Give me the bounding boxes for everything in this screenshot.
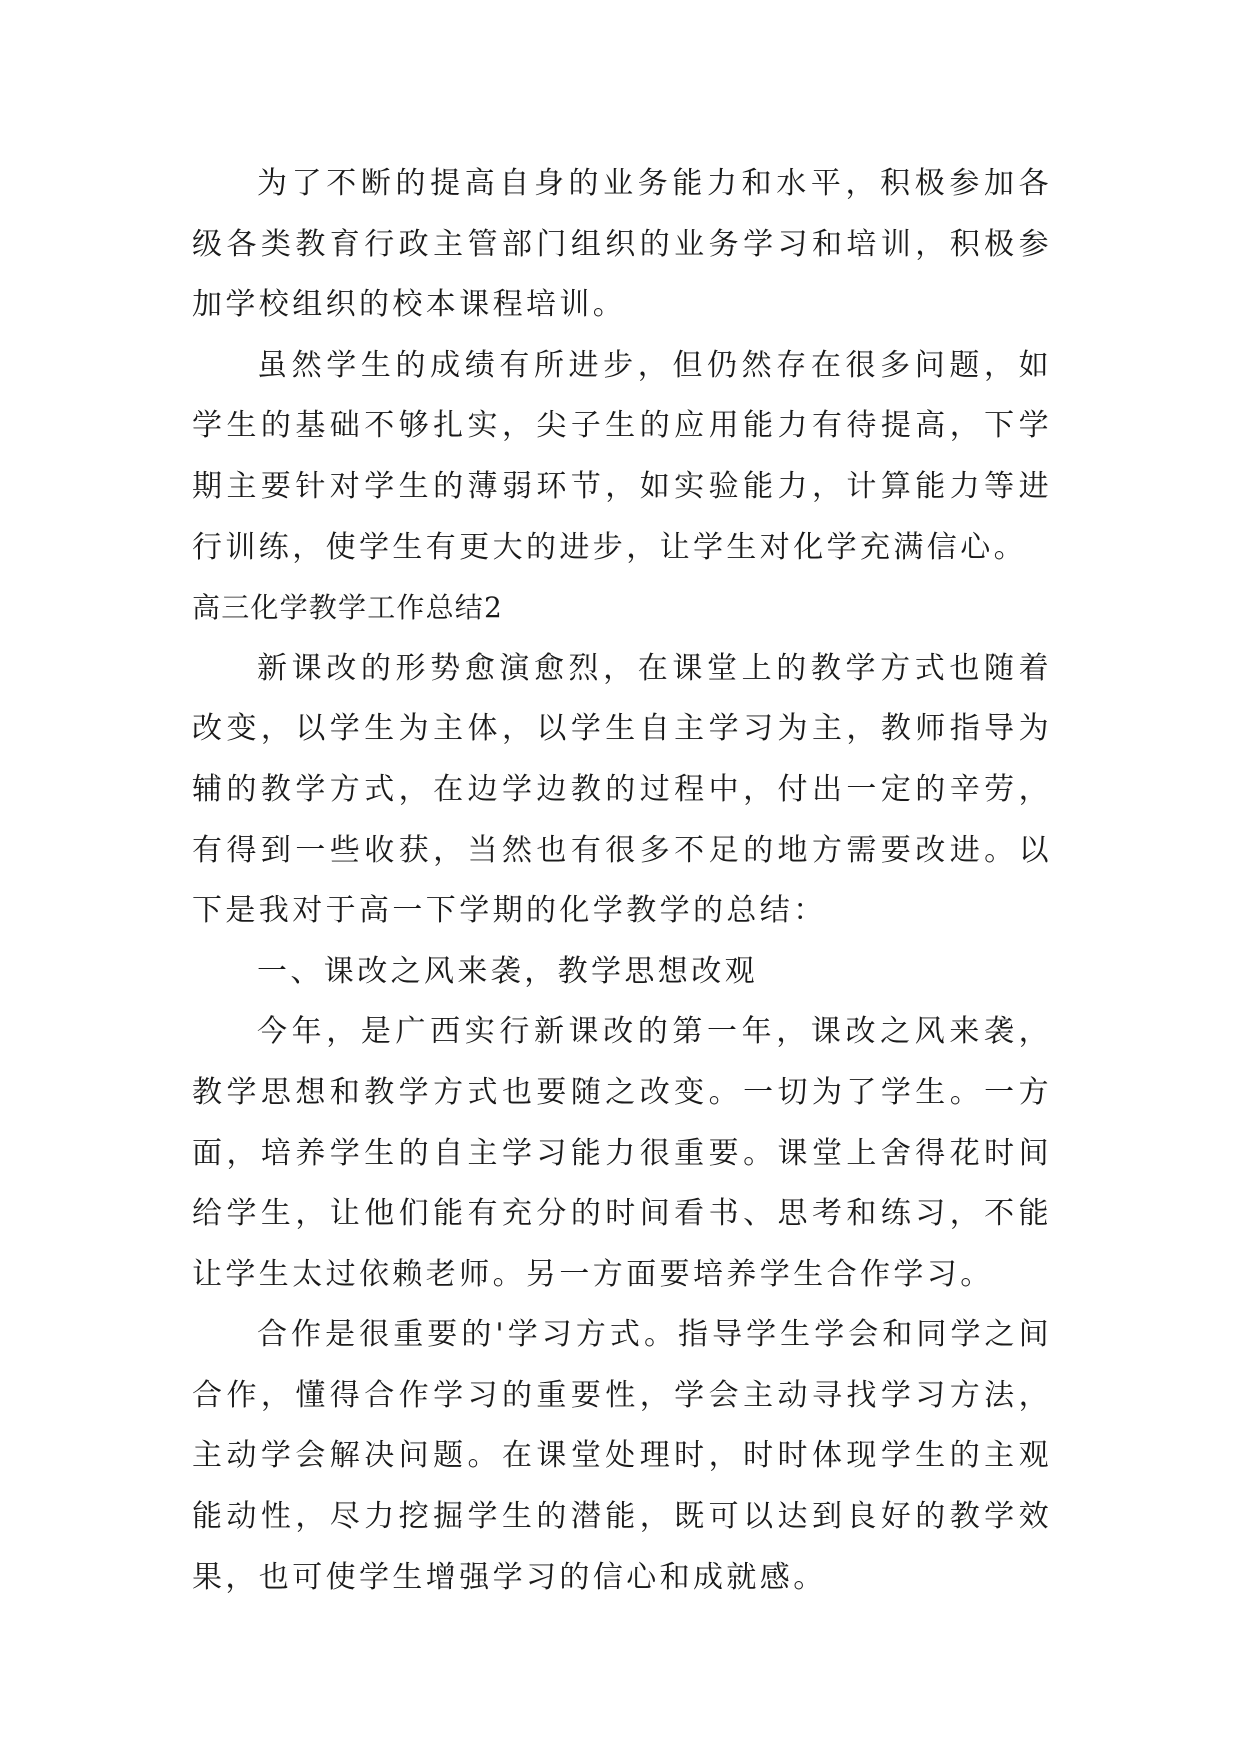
paragraph-training: 为了不断的提高自身的业务能力和水平，积极参加各级各类教育行政主管部门组织的业务学习和培训，积极参加学校组织的校本课程培训。 (192, 166, 1052, 323)
subheading-reform: 一、课改之风来袭，教学思想改观 (257, 953, 758, 989)
document-body (192, 154, 1052, 1608)
paragraph-intro: 新课改的形势愈演愈烈，在课堂上的教学方式也随着改变，以学生为主体，以学生自主学习为主，教师指导为辅的教学方式，在边学边教的过程中，付出一定的辛劳，有得到一些收获，当然也有很多不足的地方需要改进。以下是我对于高一下学期的化学教学的总结： (192, 650, 1052, 929)
paragraph-cooperation: 合作是很重要的'学习方式。指导学生学会和同学之间合作，懂得合作学习的重要性，学会主动寻找学习方法，主动学会解决问题。在课堂处理时，时时体现学生的主观能动性，尽力挖掘学生的潜能，既可以达到良好的教学效果，也可使学生增强学习的信心和成就感。 (192, 1317, 1052, 1595)
section-title: 高三化学教学工作总结2 (192, 591, 504, 625)
paragraph-problems: 虽然学生的成绩有所进步，但仍然存在很多问题，如学生的基础不够扎实，尖子生的应用能力有待提高，下学期主要针对学生的薄弱环节，如实验能力，计算能力等进行训练，使学生有更大的进步，让学生对化学充满信心。 (192, 347, 1052, 565)
paragraph-reform: 今年，是广西实行新课改的第一年，课改之风来袭，教学思想和教学方式也要随之改变。一切为了学生。一方面，培养学生的自主学习能力很重要。课堂上舍得花时间给学生，让他们能有充分的时间看书、思考和练习，不能让学生太过依赖老师。另一方面要培养学生合作学习。 (192, 1014, 1052, 1292)
